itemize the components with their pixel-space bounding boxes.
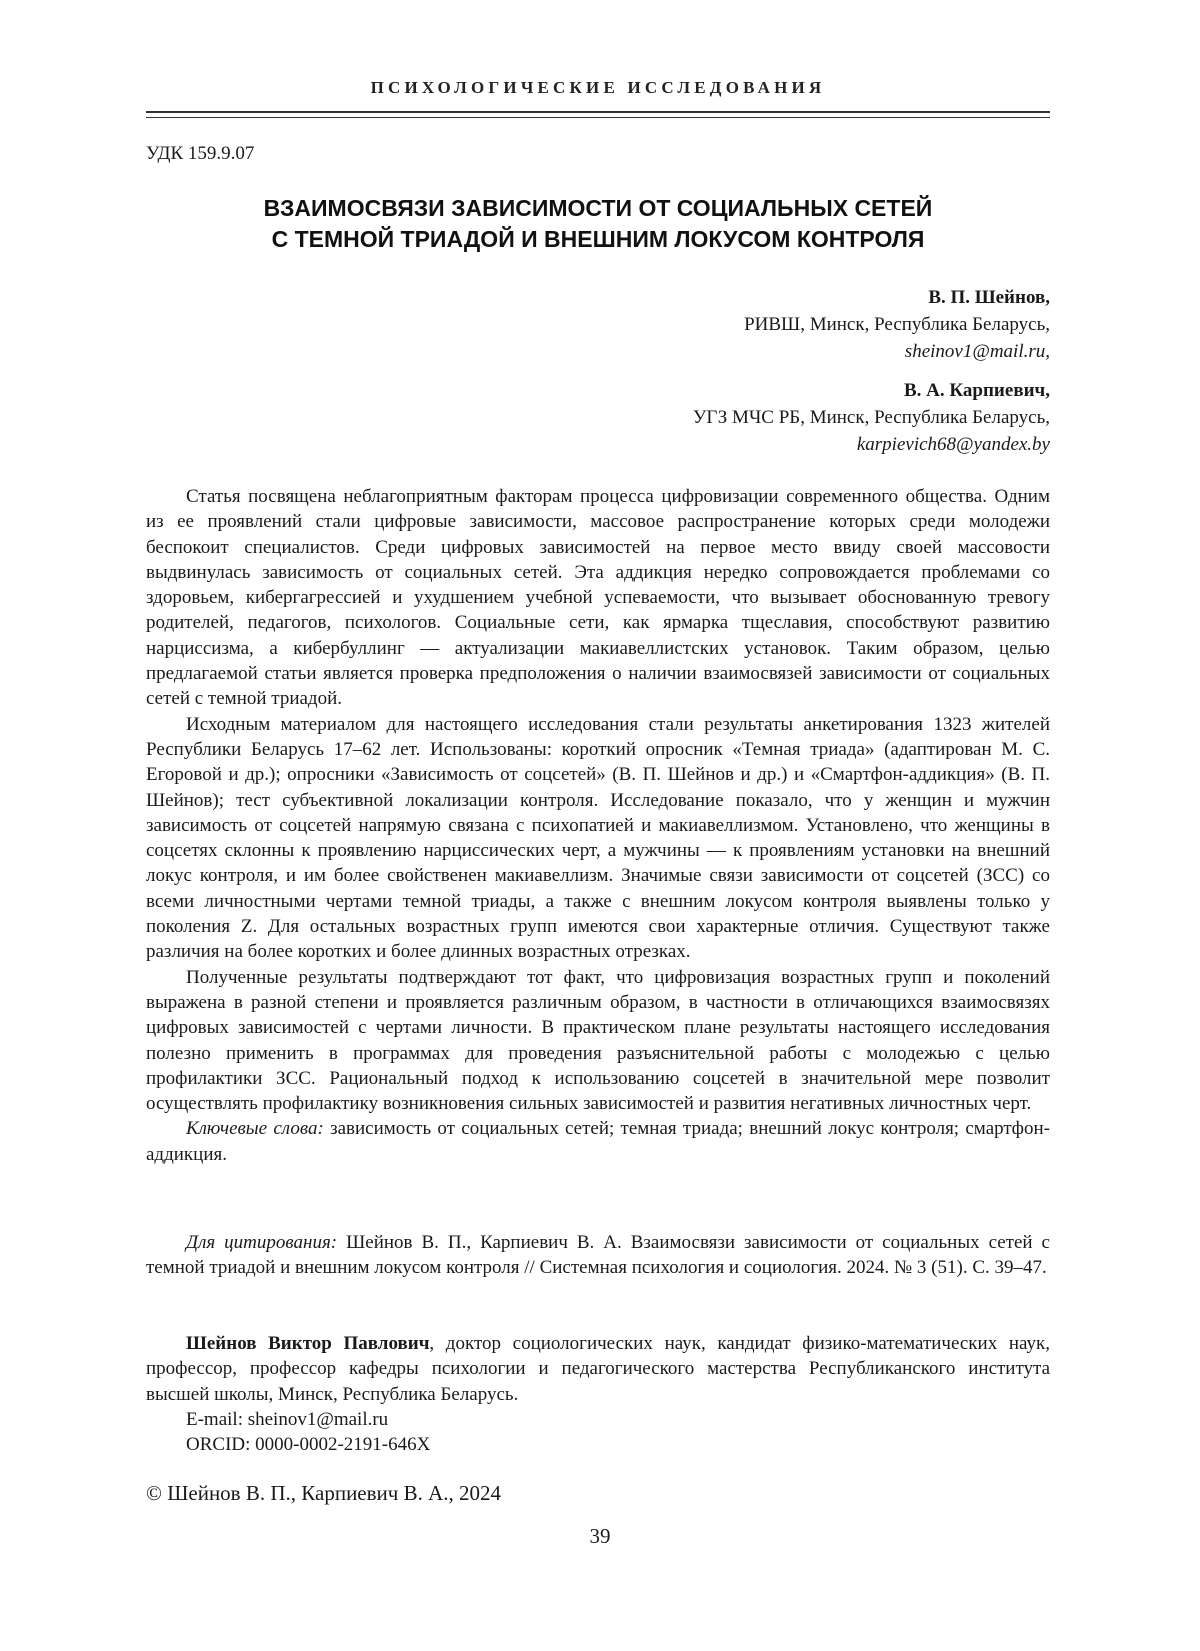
title-line-1: ВЗАИМОСВЯЗИ ЗАВИСИМОСТИ ОТ СОЦИАЛЬНЫХ СЕТЕЙ [263,195,933,221]
keywords-text: зависимость от социальных сетей; темная триада; внешний локус контроля; смартфон-аддикция. [146,1118,1050,1165]
citation [146,1230,1050,1281]
keywords [146,1116,1050,1167]
page-number: 39 [589,1524,611,1548]
authors-block [693,284,1050,458]
bio-paragraph [146,1331,1050,1407]
author-name: В. П. Шейнов, [928,287,1050,308]
author-name: В. А. Карпиевич, [904,380,1050,401]
author-bio [146,1331,1050,1457]
author-1 [693,284,1050,365]
title-line-2: С ТЕМНОЙ ТРИАДОЙ И ВНЕШНИМ ЛОКУСОМ КОНТРОЛЯ [271,226,925,252]
abstract-paragraph-3: Полученные результаты подтверждают тот факт, что цифровизация возрастных групп и поколений выражена в разной степени и проявляется различным образом, в частности в отличающихся взаимосвязях цифровых зависимостей с чертами личности. В практическом плане результаты настоящего исследования полезно применить в программах для проведения разъяснительной работы с молодежью с целью профилактики ЗСС. Рациональный подход к использованию соцсетей в значительной мере позволит осуществлять профилактику возникновения сильных зависимостей и развития негативных личностных черт. [146,966,1050,1115]
author-affiliation: УГЗ МЧС РБ, Минск, Республика Беларусь, [692,407,1050,428]
copyright: © Шейнов В. П., Карпиевич В. А., 2024 [146,1481,502,1505]
header-rule-bottom [146,117,1050,118]
citation-label: Для цитирования: [186,1232,338,1253]
bio-orcid[interactable]: ORCID: 0000-0002-2191-646X [186,1434,431,1456]
author-email[interactable]: karpievich68@yandex.by [856,434,1050,455]
bio-email[interactable]: E-mail: sheinov1@mail.ru [186,1408,389,1430]
abstract [146,484,1050,1167]
citation-text: Шейнов В. П., Карпиевич В. А. Взаимосвязи зависимости от социальных сетей с темной триадой и внешним локусом контроля // Системная психология и социология. 2024. № 3 (51). С. 39–47. [146,1232,1050,1279]
article-title [146,193,1050,255]
running-head: ПСИХОЛОГИЧЕСКИЕ ИССЛЕДОВАНИЯ [370,78,826,97]
author-affiliation: РИВШ, Минск, Республика Беларусь, [744,314,1050,335]
bio-name: Шейнов Виктор Павлович [186,1333,430,1354]
author-email[interactable]: sheinov1@mail.ru, [904,341,1050,362]
author-2 [693,377,1050,458]
udk-code: УДК 159.9.07 [146,143,255,164]
keywords-label: Ключевые слова: [186,1118,324,1140]
abstract-paragraph-2: Исходным материалом для настоящего исследования стали результаты анкетирования 1323 жителей Республики Беларусь 17–62 лет. Использованы: короткий опросник «Темная триада» (адаптирован М. С. Егоровой и др.); опросники «Зависимость от соцсетей» (В. П. Шейнов и др.) и «Смартфон-аддикция» (В. П. Шейнов); тест субъективной локализации контроля. Исследование показало, что у женщин и мужчин зависимость от соцсетей напрямую связана с психопатией и макиавеллизмом. Установлено, что женщины в соцсетях склонны к проявлению нарциссических черт, а мужчины — к проявлениям установки на внешний локус контроля, и им более свойственен макиавеллизм. Значимые связи зависимости от соцсетей (ЗСС) со всеми личностными чертами темной триады, а также с внешним локусом контроля выявлены только у поколения Z. Для остальных возрастных групп имеются свои характерные отличия. Существуют также различия на более коротких и более длинных возрастных отрезках. [146,713,1050,963]
header-rule-top [146,111,1050,113]
bio-text: , доктор социологических наук, кандидат физико-математических наук, профессор, профессор кафедры психологии и педагогического мастерства Республиканского института высшей школы, Минск, Республика Беларусь. [146,1333,1050,1405]
abstract-paragraph-1: Статья посвящена неблагоприятным факторам процесса цифровизации современного общества. Одним из ее проявлений стали цифровые зависимости, массовое распространение которых среди молодежи беспокоит специалистов. Среди цифровых зависимостей на первое место ввиду своей массовости выдвинулась зависимость от социальных сетей. Эта аддикция нередко сопровождается проблемами со здоровьем, кибергагрессией и ухудшением учебной успеваемости, что вызывает обоснованную тревогу родителей, педагогов, психологов. Социальные сети, как ярмарка тщеславия, способствуют развитию нарциссизма, а кибербуллинг — актуализации макиавеллистских установок. Таким образом, целью предлагаемой статьи является проверка предположения о наличии взаимосвязей зависимости от социальных сетей с темной триадой. [146,486,1050,710]
